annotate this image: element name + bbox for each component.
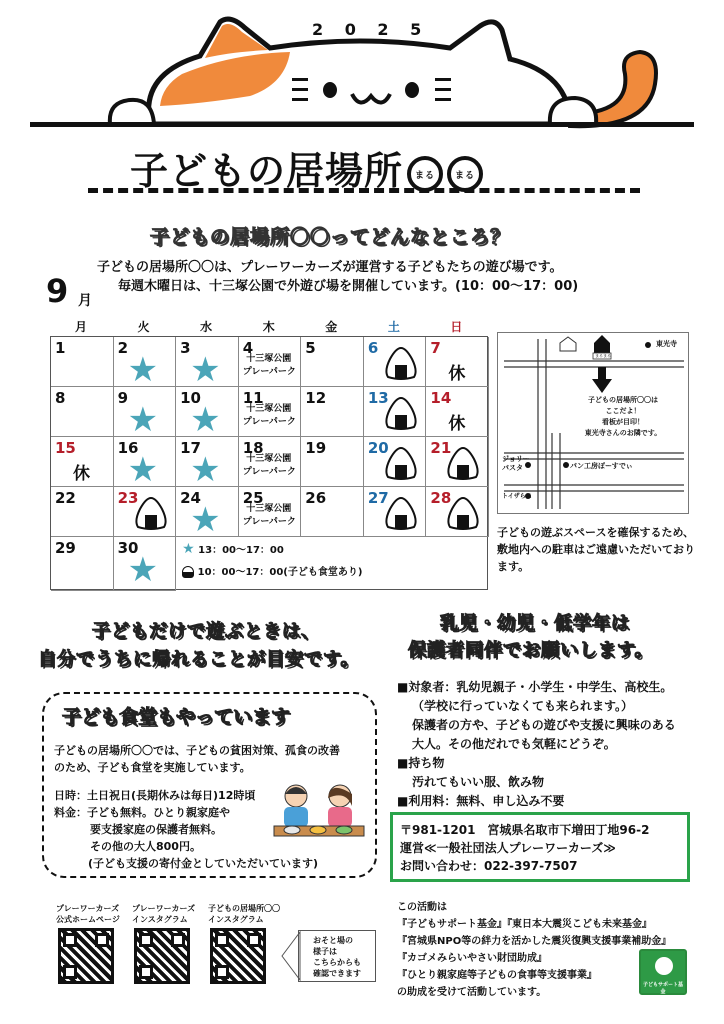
weekday-label: 日	[450, 320, 463, 334]
day-number: 22	[55, 489, 76, 507]
legend-onigiri-time: 10：00～17：00(子ども食堂あり)	[197, 567, 363, 578]
calendar-day-cell	[239, 437, 302, 487]
day-number: 11	[242, 389, 264, 407]
star-icon: ★	[127, 400, 159, 440]
calendar-day-cell	[426, 437, 489, 487]
funding-line: 『カゴメみらいやさい財団助成』	[397, 953, 547, 964]
weekday-label: 土	[387, 320, 400, 334]
slogan-right-2: 保護者同伴でお願いします。	[408, 640, 654, 661]
weekday-label: 木	[262, 320, 275, 334]
map-note-line: ここだよ！	[605, 407, 641, 415]
maru-label: まる	[455, 170, 476, 181]
funding-line: 『ひとり親家庭等子どもの食事等支援事業』	[397, 970, 597, 981]
weekday-header	[50, 318, 488, 336]
map-shop-jolly: ジョリー パスタ	[502, 455, 530, 472]
funding-line: 『宮城県NPO等の絆力を活かした震災復興支援事業補助金』	[397, 936, 672, 947]
subtitle: 子どもの居場所〇〇ってどんなところ？	[150, 226, 511, 248]
info-target-note: （学校に行っていなくても来られます。）	[412, 699, 634, 713]
calendar-day-cell	[364, 437, 427, 487]
map-shop-bakery: パン工房ぽーすでぃ	[570, 462, 633, 470]
onigiri-icon	[384, 345, 418, 381]
calendar-day-cell	[426, 487, 489, 537]
onigiri-icon	[446, 495, 480, 531]
children-eating-illustration	[270, 780, 368, 848]
day-number: 5	[305, 339, 316, 357]
day-number: 8	[55, 389, 66, 407]
closed-label: 休	[73, 464, 90, 484]
slogan-left-2: 自分でうちに帰れることが目安です。	[38, 649, 360, 670]
weekday-label: 金	[325, 320, 338, 334]
calendar-day-cell	[176, 337, 239, 390]
day-number: 12	[305, 389, 327, 407]
year-label: 2 0 2 5	[312, 20, 430, 39]
qr-label-homepage: プレーワーカーズ 公式ホームページ	[56, 904, 120, 924]
info-bring: ■持ち物	[397, 756, 445, 770]
day-number: 15	[55, 439, 76, 457]
onigiri-icon	[384, 445, 418, 481]
intro-line-2: 毎週木曜日は、十三塚公園で外遊び場を開催しています。(10：00～17：00)	[118, 279, 579, 294]
contact-operator: 運営≪一般社団法人プレーワーカーズ≫	[400, 841, 616, 855]
calendar-day-cell	[301, 387, 364, 437]
calendar-day-cell	[301, 437, 364, 487]
fund-logo-mark	[655, 957, 673, 975]
cafeteria-fee-note: (子ども支援の寄付金としていただいています)	[88, 857, 319, 870]
onigiri-icon	[384, 395, 418, 431]
onigiri-icon	[446, 445, 480, 481]
day-number: 2	[117, 339, 128, 357]
legend-onigiri	[182, 563, 362, 578]
parking-note: 子どもの遊ぶスペースを確保するため、敷地内への駐車はご遠慮いただいております。	[497, 526, 695, 573]
cafeteria-fee: 料金：子ども無料。ひとり親家庭や	[54, 806, 230, 819]
day-number: 9	[117, 389, 128, 407]
day-number: 28	[430, 489, 452, 507]
qr-callout: おそと場の 様子は こちらからも 確認できます	[298, 930, 376, 982]
day-number: 4	[242, 339, 254, 357]
day-number: 19	[305, 439, 327, 457]
calendar-day-cell	[114, 487, 177, 537]
day-number: 21	[430, 439, 452, 457]
onigiri-icon	[182, 566, 194, 578]
page-title	[130, 140, 483, 195]
calendar-day-cell	[239, 487, 302, 537]
qr-label-kids-instagram: 子どもの居場所〇〇 インスタグラム	[208, 904, 280, 924]
day-number: 25	[242, 489, 264, 507]
funding-line: 『子どもサポート基金』『東日本大震災こども未来基金』	[397, 919, 652, 930]
calendar-day-cell	[114, 537, 177, 591]
calendar-day-cell	[114, 387, 177, 440]
day-number: 10	[180, 389, 201, 407]
weekday-label: 水	[200, 320, 213, 334]
day-number: 18	[242, 439, 264, 457]
onigiri-icon	[134, 495, 168, 531]
star-icon: ★	[190, 400, 221, 440]
star-icon: ★	[190, 450, 221, 490]
playpark-label: 十三塚公園 プレーパーク	[242, 404, 296, 427]
cafeteria-datetime: 日時：土日祝日(長期休みは毎日)12時頃	[54, 789, 256, 802]
day-number: 26	[305, 489, 327, 507]
title-text: 子どもの居場所	[130, 149, 404, 193]
star-icon: ★	[182, 541, 195, 557]
fund-logo-text: 子どもサポート基金	[642, 982, 683, 995]
map-note-line: 看板が目印！	[602, 418, 644, 426]
day-number: 23	[117, 489, 139, 507]
slogan-left-1: 子どもだけで遊ぶときは、	[92, 621, 320, 642]
weekday-label: 月	[74, 320, 87, 334]
month-number: 9	[46, 272, 69, 310]
cafeteria-fee: その他の大人800円。	[90, 840, 201, 853]
funding-outro: の助成を受けて活動しています。	[397, 987, 547, 998]
day-number: 20	[367, 439, 389, 457]
calendar-day-cell	[426, 337, 489, 387]
calendar-day-cell	[364, 387, 427, 437]
info-target-note: 保護者の方や、子どもの遊びや支援に興味のある	[412, 718, 676, 732]
calendar-day-cell	[301, 337, 364, 387]
calendar-day-cell	[176, 437, 239, 490]
info-target-note: 大人。その他だれでも気軽にどうぞ。	[412, 737, 616, 751]
map-shop-toys: トイザらス	[502, 493, 532, 500]
day-number: 17	[180, 439, 201, 457]
cafeteria-fee: 要支援家庭の保護者無料。	[90, 823, 222, 836]
cafeteria-title: 子ども食堂もやっています	[62, 706, 291, 728]
intro-line-1: 子どもの居場所〇〇は、プレーワーカーズが運営する子どもたちの遊び場です。	[97, 260, 563, 275]
maru-circle	[407, 156, 443, 192]
cafeteria-text: のため、子ども食堂を実施しています。	[54, 761, 251, 774]
star-icon: ★	[127, 450, 159, 490]
calendar-day-cell	[51, 537, 114, 591]
funding-intro: この活動は	[397, 902, 447, 913]
day-number: 1	[55, 339, 66, 357]
map-note-line: 東光寺さんのお隣です。	[584, 429, 662, 437]
calendar-day-cell	[426, 387, 489, 437]
calendar-day-cell	[176, 387, 239, 440]
fund-logo	[639, 949, 687, 995]
calendar-grid	[50, 336, 488, 590]
calendar-day-cell	[114, 437, 177, 490]
day-number: 7	[430, 339, 441, 357]
map-note	[568, 395, 678, 439]
closed-label: 休	[448, 364, 466, 384]
calendar-day-cell	[364, 487, 427, 537]
calendar-day-cell	[176, 487, 239, 540]
day-number: 3	[180, 339, 191, 357]
calendar-day-cell	[51, 337, 114, 387]
cafeteria-text: 子どもの居場所〇〇では、子どもの貧困対策、孤食の改善	[54, 744, 340, 757]
qr-code-homepage[interactable]	[58, 928, 114, 984]
slogan-right-1: 乳児・幼児・低学年は	[440, 613, 630, 634]
maru-label: まる	[415, 170, 436, 181]
calendar-day-cell	[364, 337, 427, 387]
qr-code-instagram[interactable]	[134, 928, 190, 984]
day-number: 16	[117, 439, 139, 457]
closed-label: 休	[448, 414, 466, 434]
info-bring-items: 汚れてもいい服、飲み物	[412, 775, 545, 789]
title-underline	[88, 188, 640, 194]
playpark-label: 十三塚公園 プレーパーク	[242, 454, 296, 477]
calendar-day-cell	[239, 337, 302, 387]
map-label-temple: 東光寺	[656, 340, 677, 348]
contact-phone: お問い合わせ：022-397-7507	[400, 859, 578, 873]
access-map	[497, 332, 689, 514]
day-number: 6	[367, 339, 379, 357]
calendar-day-cell	[239, 387, 302, 437]
legend-star	[182, 541, 284, 557]
day-number: 14	[430, 389, 452, 407]
playpark-label: 十三塚公園 プレーパーク	[242, 354, 296, 377]
day-number: 13	[367, 389, 389, 407]
maru-circle	[447, 156, 483, 192]
star-icon: ★	[127, 550, 159, 590]
calendar-day-cell	[51, 437, 114, 487]
map-note-line: 子どもの居場所〇〇は	[588, 396, 658, 404]
calendar-day-cell	[301, 487, 364, 537]
calendar-day-cell	[51, 487, 114, 537]
day-number: 30	[117, 539, 139, 557]
contact-address: 〒981-1201 宮城県名取市下増田丁地96-2	[400, 823, 650, 837]
day-number: 24	[180, 489, 201, 507]
map-sign: まるまる	[595, 353, 611, 358]
calendar-day-cell	[114, 337, 177, 390]
info-target: ■対象者：乳幼児親子・小学生・中学生、高校生。	[397, 680, 673, 694]
onigiri-icon	[384, 495, 418, 531]
day-number: 27	[367, 489, 389, 507]
qr-code-kids-instagram[interactable]	[210, 928, 266, 984]
calendar-day-cell	[51, 387, 114, 437]
star-icon: ★	[190, 350, 221, 390]
star-icon: ★	[190, 500, 221, 540]
playpark-label: 十三塚公園 プレーパーク	[242, 504, 296, 527]
info-fee: ■利用料：無料、申し込み不要	[397, 794, 565, 808]
month-unit: 月	[78, 293, 92, 309]
weekday-label: 火	[137, 320, 150, 334]
legend-star-time: 13：00～17：00	[198, 545, 284, 556]
day-number: 29	[55, 539, 76, 557]
star-icon: ★	[127, 350, 159, 390]
qr-label-instagram: プレーワーカーズ インスタグラム	[132, 904, 196, 924]
